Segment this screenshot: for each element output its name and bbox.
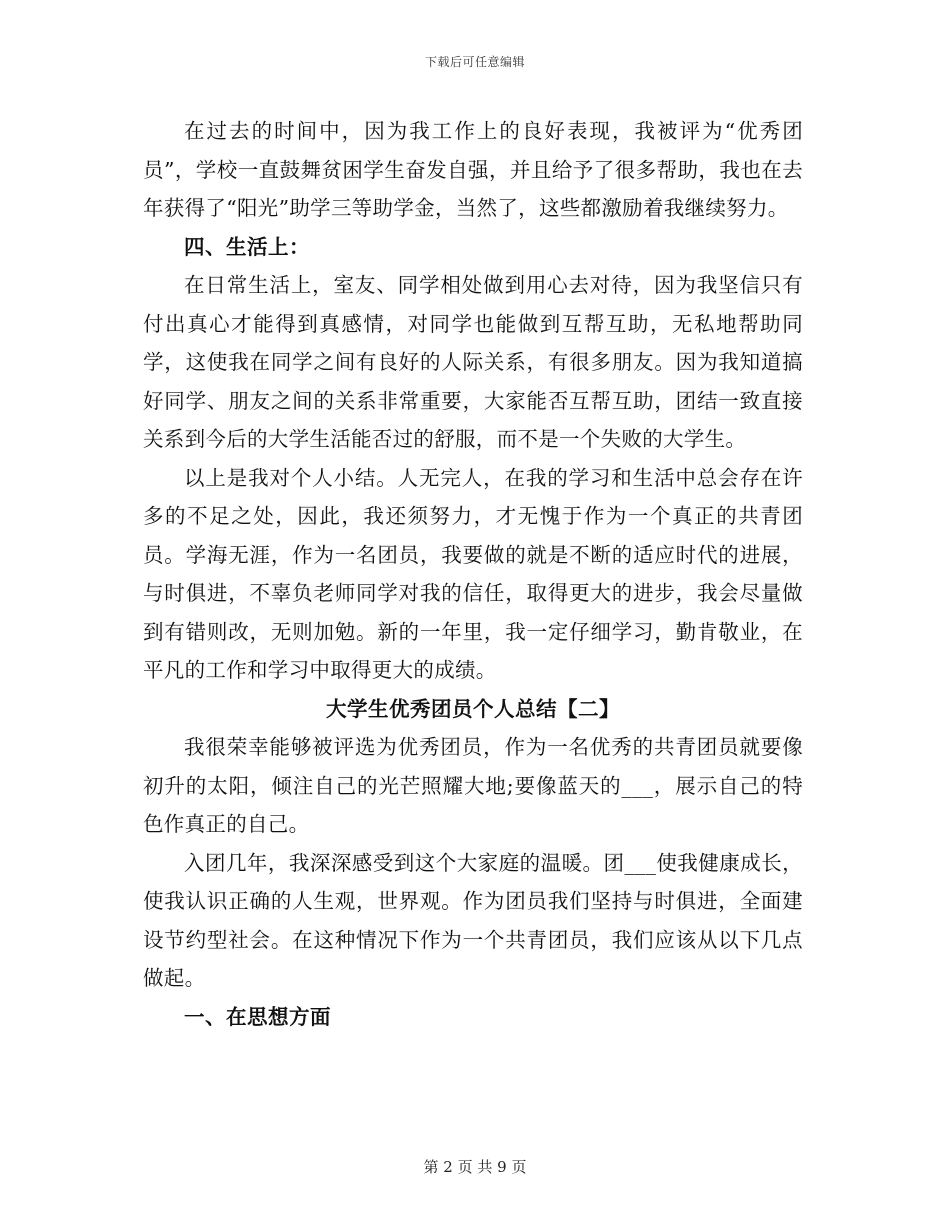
paragraph-summary: 以上是我对个人小结。人无完人，在我的学习和生活中总会存在许多的不足之处，因此，我还须努力，才无愧于作为一个真正的共青团员。学海无涯，作为一名团员，我要做的就是不断的适应时代的进展，与时俱进，不辜负老师同学对我的信任，取得更大的进步，我会尽量做到有错则改，无则加勉。新的一年里，我一定仔细学习，勤肯敬业，在平凡的工作和学习中取得更大的成绩。 <box>143 465 803 682</box>
paragraph-league-years: 入团几年，我深深感受到这个大家庭的温暖。团___使我健康成长，使我认识正确的人生观，世界观。作为团员我们坚持与时俱进，全面建设节约型社会。在这种情况下作为一个共青团员，我们应该从以下几点做起。 <box>143 850 803 990</box>
section-title: 大学生优秀团员个人总结【二】 <box>326 696 620 721</box>
heading-life: 四、生活上： <box>184 234 310 259</box>
document-body <box>143 112 803 1036</box>
paragraph-life: 在日常生活上，室友、同学相处做到用心去对待，因为我坚信只有付出真心才能得到真感情，对同学也能做到互帮互助，无私地帮助同学，这使我在同学之间有良好的人际关系，有很多朋友。因为我知道搞好同学、朋友之间的关系非常重要，大家能否互帮互助，团结一致直接关系到今后的大学生活能否过的舒服，而不是一个失败的大学生。 <box>143 273 803 451</box>
heading-thought: 一、在思想方面 <box>184 1004 331 1029</box>
page-footer: 第 2 页 共 9 页 <box>423 1158 527 1176</box>
page-header-note: 下载后可任意编辑 <box>424 55 525 69</box>
paragraph-honors: 在过去的时间中，因为我工作上的良好表现，我被评为“优秀团员”，学校一直鼓舞贫困学生奋发自强，并且给予了很多帮助，我也在去年获得了“阳光”助学三等助学金，当然了，这些都激励着我继续努力。 <box>143 119 803 220</box>
paragraph-honor-intro: 我很荣幸能够被评选为优秀团员，作为一名优秀的共青团员就要像初升的太阳，倾注自己的光芒照耀大地;要像蓝天的___，展示自己的特色作真正的自己。 <box>143 735 803 836</box>
